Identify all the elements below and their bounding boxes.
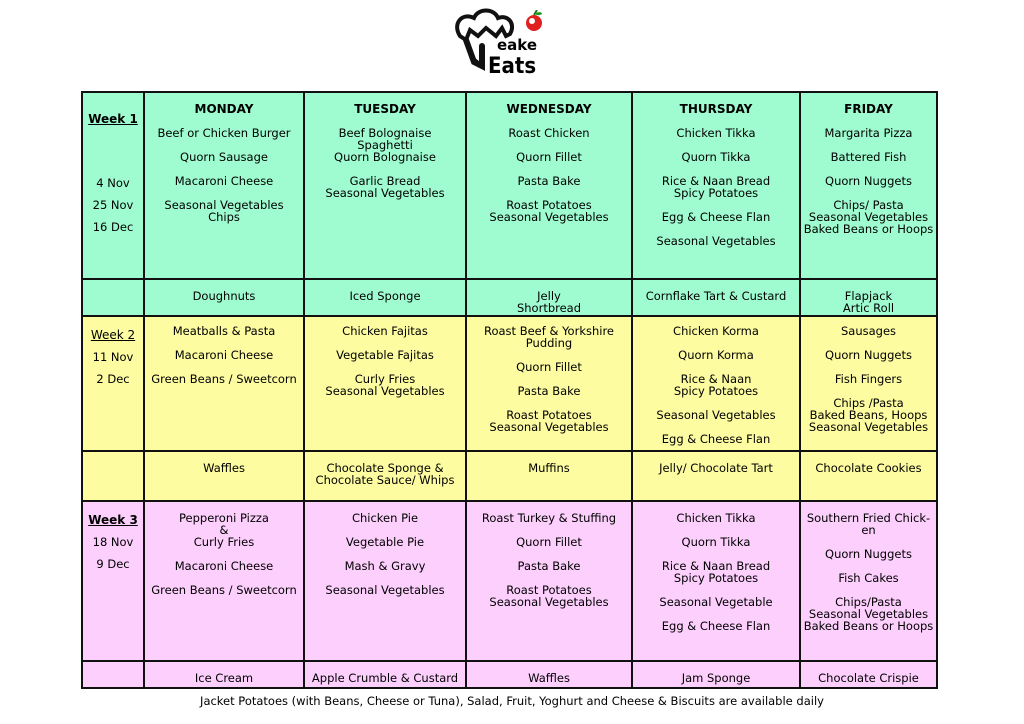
week2-dessert-row — [82, 451, 937, 501]
week2-label-cell — [82, 316, 144, 451]
logo — [452, 6, 550, 84]
meal-cell-friday — [800, 316, 937, 451]
meal-item: Pasta Bake — [517, 559, 581, 573]
dessert-cell-tuesday — [304, 661, 466, 688]
dessert-label-cell — [82, 451, 144, 501]
meal-item: Chicken Pie — [351, 511, 419, 525]
meal-item: Beef Bolognaise Spaghetti Quorn Bolognaise — [334, 126, 436, 164]
meal-cell-tuesday — [304, 92, 466, 279]
meal-item: Beef or Chicken Burger — [157, 126, 291, 140]
meal-item: Quorn Sausage — [180, 150, 268, 164]
week-label: Week 3 — [88, 513, 138, 527]
week-date: 4 Nov — [96, 176, 130, 190]
meal-cell-monday — [144, 92, 304, 279]
meal-item: Quorn Korma — [678, 348, 754, 362]
dessert-cell-wednesday — [466, 279, 632, 316]
meal-item: Garlic Bread Seasonal Vegetables — [325, 174, 445, 200]
dessert-item: Muffins — [528, 461, 570, 475]
meal-item: Chicken Tikka — [676, 126, 756, 140]
meal-item: Southern Fried Chick- en — [806, 511, 931, 537]
week1-meals-row — [82, 92, 937, 279]
dessert-cell-wednesday — [466, 661, 632, 688]
dessert-item: Ice Cream — [194, 671, 254, 685]
logo-text-eats: Eats — [488, 54, 537, 79]
week1-dessert-row — [82, 279, 937, 316]
meal-item: Quorn Fillet — [516, 150, 582, 164]
meal-item: Quorn Tikka — [681, 535, 751, 549]
footer-note: Jacket Potatoes (with Beans, Cheese or Tuna), Salad, Fruit, Yoghurt and Cheese & Biscuits are available daily — [200, 694, 824, 708]
dessert-cell-tuesday — [304, 451, 466, 501]
meal-item: Pasta Bake — [517, 174, 581, 188]
dessert-item: Apple Crumble & Custard — [311, 671, 459, 685]
meal-cell-tuesday — [304, 501, 466, 661]
meal-item: Fish Fingers — [834, 372, 903, 386]
dessert-cell-thursday — [632, 451, 800, 501]
meal-item: Meatballs & Pasta — [172, 324, 276, 338]
meal-cell-monday — [144, 316, 304, 451]
meal-item: Pepperoni Pizza & Curly Fries — [179, 511, 269, 549]
meal-item: Rice & Naan Bread Spicy Potatoes — [661, 174, 771, 200]
meal-item: Mash & Gravy — [344, 559, 426, 573]
week-date: 16 Dec — [92, 220, 134, 234]
dessert-item: Jelly Shortbread — [516, 289, 582, 315]
meal-item: Seasonal Vegetables Chips — [164, 198, 284, 224]
meal-cell-tuesday — [304, 316, 466, 451]
meal-item: Chicken Fajitas — [342, 324, 428, 338]
meal-item: Quorn Fillet — [516, 535, 582, 549]
meal-cell-thursday — [632, 501, 800, 661]
menu-table — [81, 91, 938, 689]
meal-item: Seasonal Vegetables — [325, 583, 445, 597]
meal-item: Fish Cakes — [838, 571, 899, 585]
dessert-cell-tuesday — [304, 279, 466, 316]
meal-item: Egg & Cheese Flan — [661, 432, 771, 446]
meal-cell-friday — [800, 92, 937, 279]
logo-text-eake: eake — [497, 36, 538, 54]
meal-item: Roast Turkey & Stuffing — [481, 511, 617, 525]
meal-item: Vegetable Fajitas — [336, 348, 434, 362]
meal-item: Quorn Nuggets — [825, 547, 912, 561]
dessert-item: Chocolate Crispie — [818, 671, 919, 685]
dessert-item: Doughnuts — [192, 289, 256, 303]
meal-item: Macaroni Cheese — [174, 348, 274, 362]
week-label: Week 2 — [90, 328, 136, 342]
meal-item: Battered Fish — [830, 150, 907, 164]
meal-item: Roast Potatoes Seasonal Vegetables — [489, 583, 609, 609]
week-date: 18 Nov — [92, 535, 134, 549]
week2-meals-row — [82, 316, 937, 451]
dessert-cell-wednesday — [466, 451, 632, 501]
week-date: 9 Dec — [96, 557, 130, 571]
dessert-cell-friday — [800, 661, 937, 688]
week-date: 11 Nov — [92, 350, 134, 364]
meal-item: Chips/ Pasta Seasonal Vegetables Baked Beans or Hoops — [803, 198, 934, 236]
dessert-item: Chocolate Sponge & Chocolate Sauce/ Whips — [315, 461, 455, 487]
meal-item: Quorn Nuggets — [825, 174, 912, 188]
meal-item: Macaroni Cheese — [174, 559, 274, 573]
dessert-item: Cornflake Tart & Custard — [645, 289, 787, 303]
meal-cell-monday — [144, 501, 304, 661]
dessert-item: Flapjack Artic Roll — [842, 289, 895, 315]
meal-item: Egg & Cheese Flan — [661, 619, 771, 633]
dessert-item: Chocolate Cookies — [815, 461, 922, 475]
meal-item: Chicken Tikka — [676, 511, 756, 525]
day-header-thursday: THURSDAY — [679, 102, 753, 116]
dessert-item: Waffles — [528, 671, 570, 685]
meal-item: Seasonal Vegetables — [656, 408, 776, 422]
meal-item: Rice & Naan Bread Spicy Potatoes — [661, 559, 771, 585]
meal-cell-wednesday — [466, 316, 632, 451]
meal-item: Roast Beef & Yorkshire Pudding — [483, 324, 615, 350]
meal-item: Egg & Cheese Flan — [661, 210, 771, 224]
meal-item: Sausages — [840, 324, 897, 338]
day-header-wednesday: WEDNESDAY — [506, 102, 592, 116]
meal-item: Margarita Pizza — [824, 126, 913, 140]
meal-cell-thursday — [632, 316, 800, 451]
dessert-item: Jelly/ Chocolate Tart — [659, 461, 773, 475]
meal-cell-thursday — [632, 92, 800, 279]
dessert-cell-monday — [144, 451, 304, 501]
meal-item: Curly Fries Seasonal Vegetables — [325, 372, 445, 398]
dessert-cell-thursday — [632, 661, 800, 688]
meal-cell-friday — [800, 501, 937, 661]
meal-item: Green Beans / Sweetcorn — [151, 583, 297, 597]
meal-item: Quorn Fillet — [516, 360, 582, 374]
dessert-cell-thursday — [632, 279, 800, 316]
meal-item: Quorn Tikka — [681, 150, 751, 164]
meal-item: Rice & Naan Spicy Potatoes — [673, 372, 759, 398]
week3-dessert-row — [82, 661, 937, 688]
meal-item: Chicken Korma — [673, 324, 759, 338]
meal-cell-wednesday — [466, 92, 632, 279]
meal-item: Vegetable Pie — [345, 535, 425, 549]
dessert-cell-friday — [800, 279, 937, 316]
day-header-monday: MONDAY — [194, 102, 254, 116]
dessert-cell-friday — [800, 451, 937, 501]
dessert-item: Jam Sponge — [681, 671, 751, 685]
meal-cell-wednesday — [466, 501, 632, 661]
week-label: Week 1 — [88, 112, 138, 126]
dessert-item: Waffles — [203, 461, 245, 475]
meal-item: Seasonal Vegetables — [656, 234, 776, 248]
meal-item: Quorn Nuggets — [825, 348, 912, 362]
apple-icon — [524, 10, 544, 32]
meal-item: Chips /Pasta Baked Beans, Hoops Seasonal Vegetables — [808, 396, 929, 434]
dessert-cell-monday — [144, 661, 304, 688]
dessert-cell-monday — [144, 279, 304, 316]
meal-item: Roast Potatoes Seasonal Vegetables — [489, 198, 609, 224]
week3-label-cell — [82, 501, 144, 661]
dessert-label-cell — [82, 661, 144, 688]
week-date: 25 Nov — [92, 198, 134, 212]
meal-item: Macaroni Cheese — [174, 174, 274, 188]
day-header-tuesday: TUESDAY — [354, 102, 416, 116]
day-header-friday: FRIDAY — [844, 102, 893, 116]
meal-item: Roast Chicken — [508, 126, 590, 140]
week3-meals-row — [82, 501, 937, 661]
meal-item: Seasonal Vegetable — [659, 595, 773, 609]
meal-item: Roast Potatoes Seasonal Vegetables — [489, 408, 609, 434]
dessert-label-cell — [82, 279, 144, 316]
meal-item: Chips/Pasta Seasonal Vegetables Baked Beans or Hoops — [803, 595, 934, 633]
dessert-item: Iced Sponge — [349, 289, 421, 303]
week-date: 2 Dec — [96, 372, 130, 386]
meal-item: Green Beans / Sweetcorn — [151, 372, 297, 386]
meal-item: Pasta Bake — [517, 384, 581, 398]
week1-label-cell — [82, 92, 144, 279]
